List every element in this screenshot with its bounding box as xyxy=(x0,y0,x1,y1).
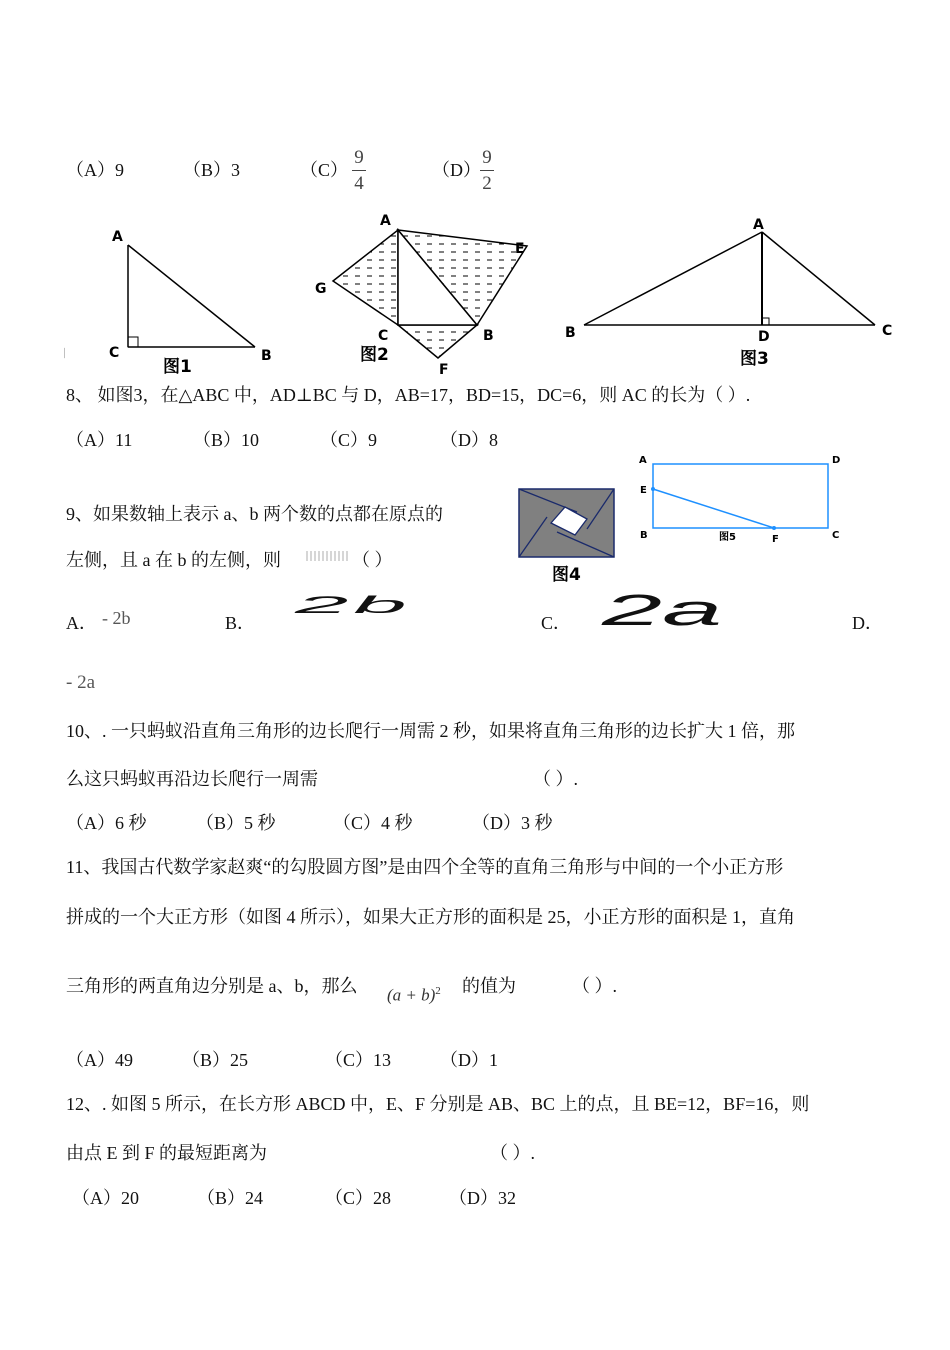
fig5-label-d: D xyxy=(832,455,841,466)
fig5-label-b: B xyxy=(640,530,648,541)
q11-formula xyxy=(387,985,441,1006)
fig2-label-e: E xyxy=(515,241,525,257)
fig2-label-f: F xyxy=(439,362,449,378)
q12-line1: 12、. 如图 5 所示，在长方形 ABCD 中，E、F 分别是 AB、BC 上的点，且 BE=12，BF=16，则 xyxy=(66,1094,810,1114)
figure-2 xyxy=(305,208,545,378)
fraction-denominator: 2 xyxy=(482,173,492,194)
q7-option-d-fraction xyxy=(480,148,494,193)
svg-text:—: — xyxy=(59,348,70,358)
fig1-caption: 图1 xyxy=(163,357,192,377)
q11-option-a: （A）49 xyxy=(66,1050,133,1070)
fig4-caption: 图4 xyxy=(552,565,581,585)
q11-formula-exp: 2 xyxy=(435,985,441,997)
q9-line2-end: （ ） xyxy=(352,550,393,570)
q9-option-b-value: 2b xyxy=(295,592,412,619)
q7-option-c: （C） xyxy=(300,160,349,180)
figure-1 xyxy=(55,215,295,380)
fig1-label-c: C xyxy=(109,345,120,361)
q9-option-d-value: - 2a xyxy=(66,672,96,693)
fig3-label-d: D xyxy=(758,329,770,345)
q9-line2: 左侧，且 a 在 b 的左侧，则 xyxy=(66,550,281,570)
q9-line1: 9、如果数轴上表示 a、b 两个数的点都在原点的 xyxy=(66,504,443,524)
q9-option-d-label: D． xyxy=(852,613,883,633)
q12-line2: 由点 E 到 F 的最短距离为 xyxy=(66,1143,268,1163)
q10-option-a: （A）6 秒 xyxy=(66,813,147,833)
q12-option-b: （B）24 xyxy=(197,1188,264,1208)
q8-option-d: （D）8 xyxy=(440,430,498,450)
q10-line2: 么这只蚂蚁再沿边长爬行一周需 xyxy=(66,769,318,789)
q9-blurred-expression xyxy=(306,551,350,561)
q9-option-c-label: C． xyxy=(541,613,572,633)
q10-line2-end: （ ）. xyxy=(533,769,578,789)
fig2-label-c: C xyxy=(378,328,389,344)
fraction-denominator: 4 xyxy=(354,173,364,194)
q11-formula-base: (a + b) xyxy=(387,985,436,1005)
q12-option-c: （C）28 xyxy=(325,1188,392,1208)
q11-line3: 三角形的两直角边分别是 a、b，那么 xyxy=(66,976,358,996)
fig5-label-e: E xyxy=(640,485,647,496)
fig2-label-g: G xyxy=(315,281,327,297)
fig3-caption: 图3 xyxy=(740,349,769,369)
figure-5 xyxy=(634,450,854,550)
q12-option-d: （D）32 xyxy=(449,1188,516,1208)
figure-4 xyxy=(517,487,619,589)
q8-option-a: （A）11 xyxy=(66,430,133,450)
fig2-caption: 图2 xyxy=(360,345,389,365)
figure-3 xyxy=(560,210,910,375)
fig5-label-a: A xyxy=(639,455,647,466)
q8-option-b: （B）10 xyxy=(193,430,260,450)
q11-line1: 11、我国古代数学家赵爽“的勾股圆方图”是由四个全等的直角三角形与中间的一个小正方形 xyxy=(66,857,784,877)
q9-option-a-expr: - 2b xyxy=(102,608,131,628)
fig3-label-c: C xyxy=(882,323,893,339)
q12-line2-end: （ ）. xyxy=(490,1143,535,1163)
fraction-numerator: 9 xyxy=(482,147,492,168)
fig5-label-f: F xyxy=(772,534,779,545)
fig5-label-c: C xyxy=(832,530,840,541)
q9-option-c-value: 2a xyxy=(602,586,723,635)
q9-option-a-value xyxy=(102,608,131,629)
fig2-label-a: A xyxy=(380,213,391,229)
q10-option-c: （C）4 秒 xyxy=(333,813,413,833)
q8-text: 8、 如图3，在△ABC 中，AD⊥BC 与 D，AB=17，BD=15，DC=6，则 AC 的长为（ ）. xyxy=(66,385,751,405)
q7-option-c-fraction xyxy=(352,148,366,193)
q11-option-d: （D）1 xyxy=(440,1050,498,1070)
fraction-numerator: 9 xyxy=(354,147,364,168)
q11-line2: 拼成的一个大正方形（如图 4 所示），如果大正方形的面积是 25，小正方形的面积是 1，直角 xyxy=(66,907,795,927)
q8-option-c: （C）9 xyxy=(320,430,378,450)
fig3-label-a: A xyxy=(753,217,764,233)
q7-option-d: （D） xyxy=(432,160,481,180)
q9-option-a-label: A． xyxy=(66,613,97,633)
q11-line3-paren: （ ）. xyxy=(572,976,617,996)
q10-line1: 10、. 一只蚂蚁沿直角三角形的边长爬行一周需 2 秒，如果将直角三角形的边长扩大 1 倍，那 xyxy=(66,721,795,741)
q10-option-d: （D）3 秒 xyxy=(472,813,553,833)
q11-option-b: （B）25 xyxy=(182,1050,249,1070)
fig2-label-b: B xyxy=(483,328,494,344)
q11-line3-end: 的值为 xyxy=(462,976,516,996)
q10-option-b: （B）5 秒 xyxy=(196,813,276,833)
fig3-label-b: B xyxy=(565,325,576,341)
fig5-caption: 图5 xyxy=(719,532,736,543)
q12-option-a: （A）20 xyxy=(72,1188,139,1208)
fig1-label-a: A xyxy=(112,229,123,245)
q9-option-b-label: B． xyxy=(225,613,256,633)
q7-option-b: （B）3 xyxy=(183,160,241,180)
q11-option-c: （C）13 xyxy=(325,1050,392,1070)
fig1-label-b: B xyxy=(261,348,272,364)
q7-option-a: （A）9 xyxy=(66,160,124,180)
